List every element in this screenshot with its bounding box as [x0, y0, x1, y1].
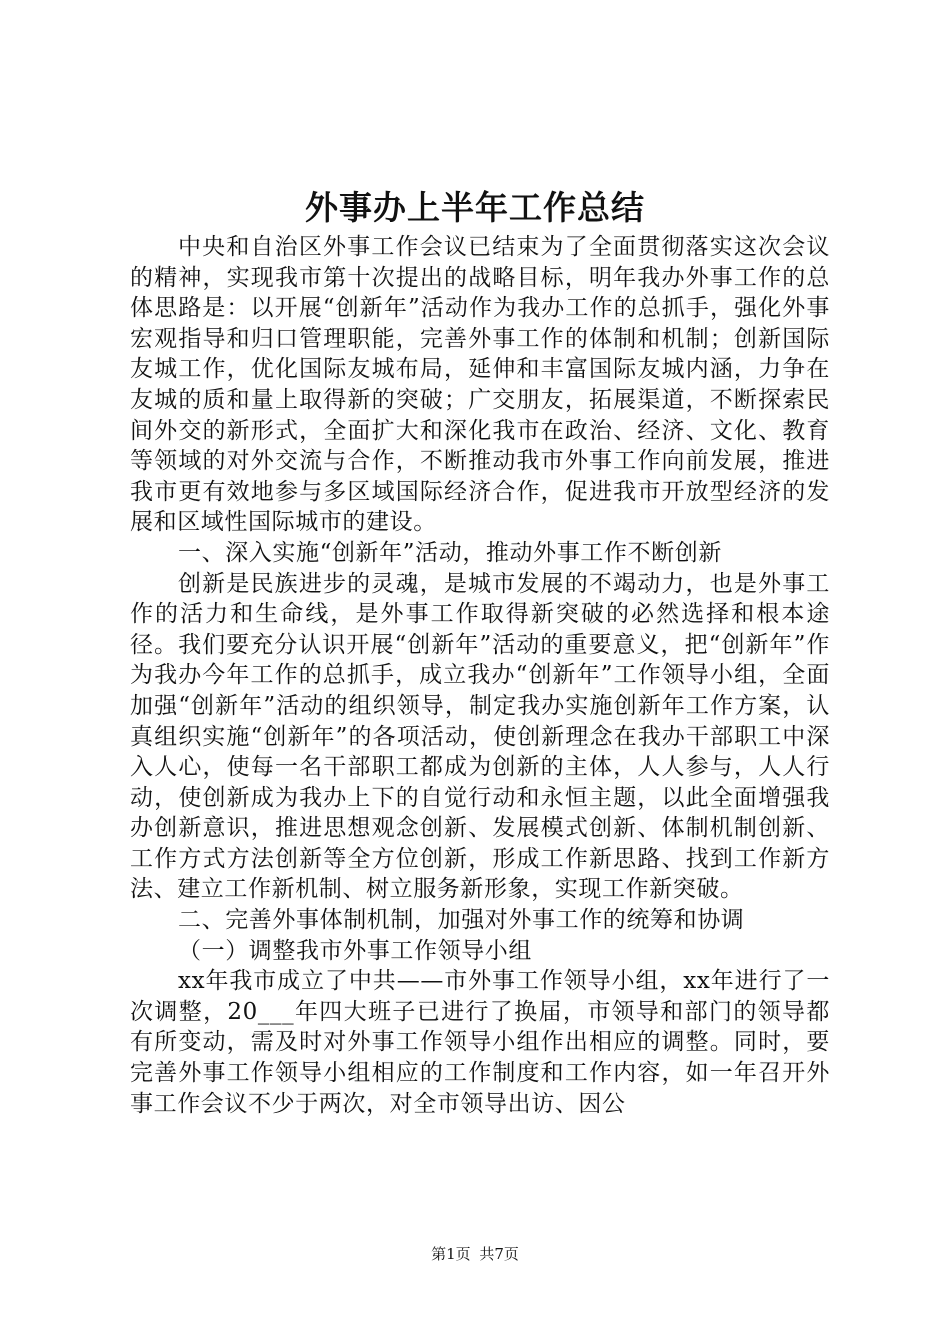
page-number: 第1页	[431, 1245, 471, 1263]
section-heading-2: 二、完善外事体制机制，加强对外事工作的统筹和协调	[178, 907, 745, 934]
page-total: 共7页	[479, 1245, 519, 1263]
subsection-heading-1: （一）调整我市外事工作领导小组	[178, 937, 532, 964]
section-1-paragraph: 创新是民族进步的灵魂，是城市发展的不竭动力，也是外事工作的活力和生命线，是外事工作取得新突破的必然选择和根本途径。我们要充分认识开展“创新年”活动的重要意义，把“创新年”作为我办今年工作的总抓手，成立我办“创新年”工作领导小组，全面加强“创新年”活动的组织领导，制定我办实施创新年工作方案，认真组织实施“创新年”的各项活动，使创新理念在我办干部职工中深入人心，使每一名干部职工都成为创新的主体，人人参与，人人行动，使创新成为我办上下的自觉行动和永恒主题，以此全面增强我办创新意识，推进思想观念创新、发展模式创新、体制机制创新、工作方式方法创新等全方位创新，形成工作新思路、找到工作新方法、建立工作新机制、树立服务新形象，实现工作新突破。	[130, 570, 830, 903]
section-heading-1: 一、深入实施“创新年”活动，推动外事工作不断创新	[178, 539, 722, 566]
document-body	[130, 232, 830, 1119]
subsection-1-paragraph: xx年我市成立了中共——市外事工作领导小组，xx年进行了一次调整，20___年四大班子已进行了换届，市领导和部门的领导都有所变动，需及时对外事工作领导小组作出相应的调整。同时，要完善外事工作领导小组相应的工作制度和工作内容，如一年召开外事工作会议不少于两次，对全市领导出访、因公	[130, 968, 830, 1117]
document-title: 外事办上半年工作总结	[305, 188, 645, 227]
page-footer	[0, 1244, 950, 1264]
intro-paragraph: 中央和自治区外事工作会议已结束为了全面贯彻落实这次会议的精神，实现我市第十次提出的战略目标，明年我办外事工作的总体思路是：以开展“创新年”活动作为我办工作的总抓手，强化外事宏观指导和归口管理职能，完善外事工作的体制和机制；创新国际友城工作，优化国际友城布局，延伸和丰富国际友城内涵，力争在友城的质和量上取得新的突破；广交朋友，拓展渠道，不断探索民间外交的新形式，全面扩大和深化我市在政治、经济、文化、教育等领域的对外交流与合作，不断推动我市外事工作向前发展，推进我市更有效地参与多区域国际经济合作，促进我市开放型经济的发展和区域性国际城市的建设。	[130, 234, 830, 536]
